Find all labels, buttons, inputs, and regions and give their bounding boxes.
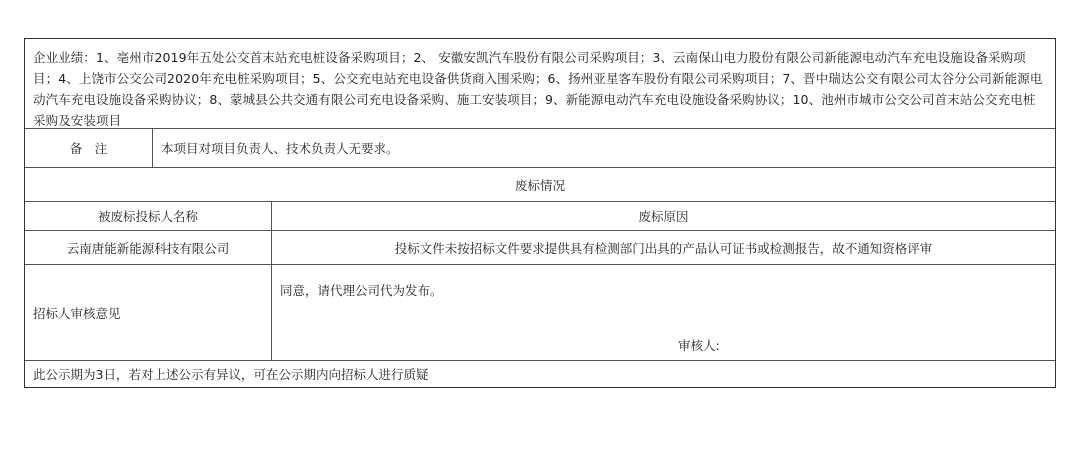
header-rejection-reason: 废标原因 — [638, 209, 689, 224]
rejection-section-title: 废标情况 — [514, 177, 565, 193]
remarks-value: 本项目对项目负责人、技术负责人无要求。 — [161, 141, 399, 156]
table-row — [25, 231, 1055, 265]
notice-row — [25, 361, 1055, 387]
review-opinion: 同意，请代理公司代为发布。 — [280, 283, 443, 298]
reviewer-label: 审核人: — [678, 338, 720, 353]
review-content — [272, 265, 1055, 360]
announcement-table — [24, 38, 1056, 388]
table-header-row — [25, 202, 1055, 231]
remarks-row — [25, 129, 1055, 168]
section-title-row — [25, 168, 1055, 202]
review-row — [25, 265, 1055, 361]
header-bidder-name: 被废标投标人名称 — [25, 202, 272, 230]
review-label: 招标人审核意见 — [25, 265, 272, 360]
rejected-bidder-name: 云南唐能新能源科技有限公司 — [25, 231, 272, 264]
company-performance-text: 企业业绩：1、亳州市2019年五处公交首末站充电桩设备采购项目；2、 安徽安凯汽车股份有限公司采购项目；3、云南保山电力股份有限公司新能源电动汽车充电设施设备采购项目；4、上饶市公交公司2020年充电桩采购项目；5、公交充电站充电设备供货商入围采购；6、扬州亚星客车股份有限公司采购项目；7、晋中瑞达公交有限公司太谷分公司新能源电动汽车充电设施设备采购协议；8、蒙城县公共交通有限公司充电设备采购、施工安装项目；9、新能源电动汽车充电设施设备采购协议；10、池州市城市公交公司首末站公交充电桩采购及安装项目 — [33, 50, 1043, 128]
rejection-reason: 投标文件未按招标文件要求提供具有检测部门出具的产品认可证书或检测报告，故不通知资格评审 — [394, 240, 933, 256]
performance-row — [25, 39, 1055, 129]
publicity-notice: 此公示期为3日，若对上述公示有异议，可在公示期内向招标人进行质疑 — [33, 367, 429, 382]
remarks-label: 备 注 — [25, 129, 153, 167]
